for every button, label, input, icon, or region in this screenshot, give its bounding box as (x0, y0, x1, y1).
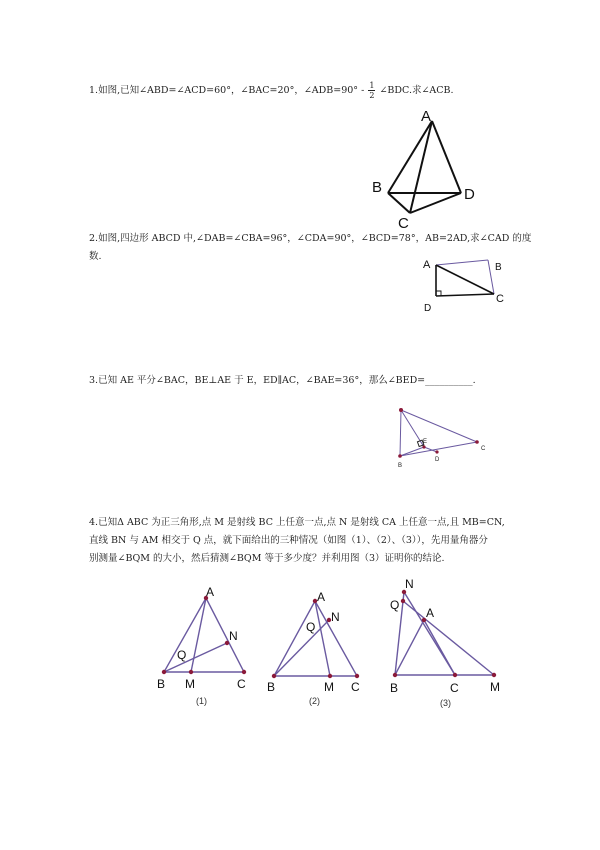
figure-2 (436, 260, 494, 296)
segment-ac (410, 121, 432, 213)
fig4-2-label-a: A (317, 590, 326, 604)
segment-ab (436, 260, 488, 265)
fig4-2-label-c: C (351, 680, 360, 694)
segment-bn (274, 620, 329, 676)
point-b (162, 670, 166, 674)
point-m (492, 673, 496, 677)
figure-1 (388, 121, 461, 213)
fraction-denominator: 2 (369, 91, 375, 100)
point-c (355, 674, 359, 678)
caption-3: (3) (440, 698, 451, 708)
figure-2-label-d: D (424, 303, 432, 314)
question-2-line-2: 数. (89, 251, 102, 262)
triangle-abc (395, 620, 455, 675)
point-c (475, 440, 479, 444)
fig4-3-label-q: Q (390, 598, 400, 612)
fig4-2-label-m: M (324, 680, 334, 694)
figure-3-label-e: E (423, 439, 428, 445)
segment-dc (436, 294, 494, 296)
fig4-1-label-b: B (157, 677, 166, 691)
question-4-line-1: 4.已知Δ ABC 为正三角形,点 M 是射线 BC 上任意一点,点 N 是射线 CA 上任意一点,且 MB=CN, (89, 517, 505, 528)
fig4-1-label-m: M (185, 677, 195, 691)
fig4-3-label-m: M (490, 680, 500, 694)
fig4-3-label-c: C (450, 681, 459, 695)
point-c (242, 670, 246, 674)
question-3-text: 3.已知 AE 平分∠BAC，BE⊥AE 于 E，ED∥AC，∠BAE=36°，那么∠BED=__________. (89, 375, 476, 386)
point-b (272, 674, 276, 678)
point-c (453, 673, 457, 677)
segment-am (315, 601, 330, 676)
figure-2-label-c: C (496, 293, 504, 305)
question-1-part-a: 1.如图,已知∠ABD=∠ACD=60°，∠BAC=20°，∠ADB=90° - (89, 85, 365, 96)
fig4-3-label-n: N (405, 577, 414, 591)
fig4-1-label-a: A (206, 585, 215, 599)
point-e (422, 445, 425, 448)
caption-1: (1) (196, 696, 207, 706)
figure-1-label-b: B (372, 179, 383, 196)
segment-cd (410, 193, 461, 213)
question-4-line-2: 直线 BN 与 AM 相交于 Q 点，就下面给出的三种情况（如图（1）、（2）、（3）），先用量角器分 (89, 535, 488, 546)
triangle-abc (274, 601, 357, 676)
segment-bc (388, 193, 410, 213)
figure-2-label-a: A (423, 259, 431, 271)
fig4-1-label-n: N (229, 629, 238, 643)
segment-ae (401, 410, 424, 447)
question-1-part-b: ∠BDC.求∠ACB. (379, 85, 454, 96)
segment-bc (488, 260, 494, 294)
figure-1-label-c: C (398, 215, 409, 232)
point-b (398, 454, 402, 458)
segment-ab (388, 121, 432, 193)
figure-3 (400, 410, 477, 456)
figure-1-label-a: A (421, 108, 432, 125)
figure-4-3 (395, 592, 494, 675)
fraction-numerator: 1 (369, 81, 375, 90)
segment-ac (436, 265, 494, 294)
caption-2: (2) (309, 696, 320, 706)
fig4-3-label-b: B (390, 681, 399, 695)
segment-cn (404, 592, 455, 675)
segment-ac (401, 410, 477, 442)
point-q (401, 599, 405, 603)
point-a (399, 408, 403, 412)
segment-be (400, 447, 424, 456)
fig4-1-label-c: C (237, 677, 246, 691)
fig4-3-label-a: A (426, 606, 435, 620)
point-b (393, 673, 397, 677)
segment-ab (400, 410, 401, 456)
question-2-line-1: 2.如图,四边形 ABCD 中,∠DAB=∠CBA=96°，∠CDA=90°，∠BCD=78°，AB=2AD,求∠CAD 的度 (89, 233, 532, 244)
point-m (328, 674, 332, 678)
figure-3-label-b: B (398, 463, 403, 469)
figure-3-label-d: D (435, 457, 440, 463)
fig4-2-label-q: Q (306, 620, 316, 634)
question-4-line-3: 别测量∠BQM 的大小，然后猜测∠BQM 等于多少度？并利用图（3）证明你的结论. (89, 553, 445, 564)
fig4-2-label-b: B (267, 680, 276, 694)
segment-am (191, 598, 206, 672)
figure-1-label-d: D (464, 186, 475, 203)
figure-2-label-b: B (495, 262, 502, 273)
segment-ad (432, 121, 461, 193)
figure-4-2 (274, 601, 357, 676)
point-d (435, 450, 438, 453)
fig4-1-label-q: Q (177, 648, 187, 662)
fig4-2-label-n: N (331, 610, 340, 624)
point-m (189, 670, 193, 674)
figure-3-label-c: C (481, 446, 486, 452)
segment-bc (400, 442, 477, 456)
